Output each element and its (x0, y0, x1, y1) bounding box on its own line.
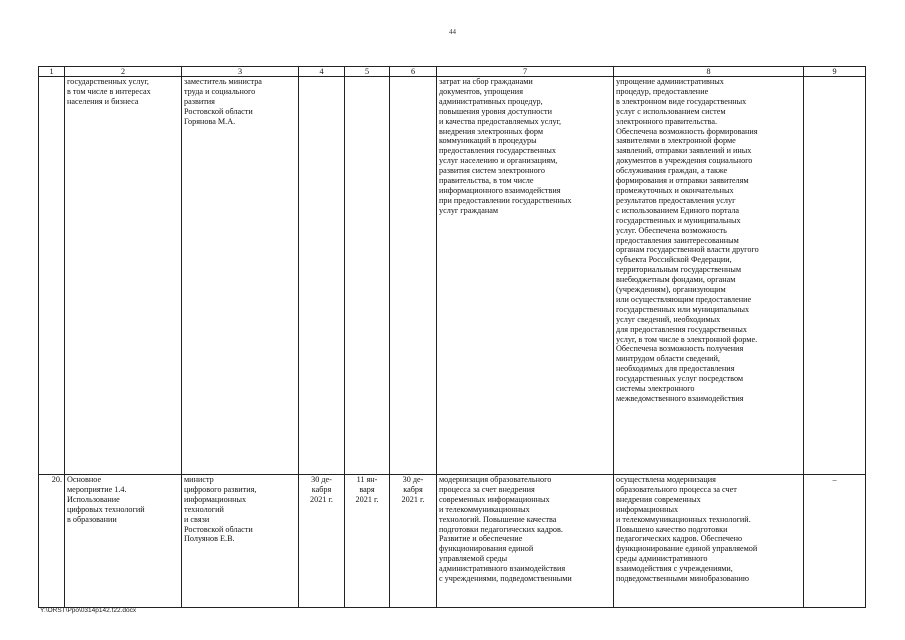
measures-table (38, 66, 866, 608)
header-cell: 5 (345, 67, 390, 77)
expected-result: модернизация образовательного процесса за счет внедрения современных информационных и телекоммуникационных технологий. Повышение качества подготовки педагогических кадров. Развитие и обеспечение функционирования единой управляемой среды административного взаимодействия с учреждениями, подведомственными (437, 475, 614, 608)
table-row (39, 77, 866, 475)
header-cell: 8 (614, 67, 804, 77)
table-row (39, 475, 866, 608)
header-cell: 6 (390, 67, 437, 77)
note-cell (804, 77, 866, 475)
header-cell: 2 (65, 67, 182, 77)
date-cell (299, 77, 345, 475)
actual-result: упрощение административных процедур, предоставление в электронном виде государственных услуг с использованием систем электронного правительства. Обеспечена возможность формирования заявителями в электронной форме заявлений, отправки заявлений и иных документов в учреждения социального обслуживания граждан, а также формирования и отправки заявителям промежуточных и окончательных результатов предоставления услуг с использованием Единого портала государственных и муниципальных услуг. Обеспечена возможность предоставления заинтересованным органам государственной власти другого субъекта Российской Федерации, территориальным государственным внебюджетным фондами, органам (учреждениям), организующим или осуществляющим предоставление государственных или муниципальных услуг сведений, необходимых для предоставления государственных услуг, в том числе в электронной форме. Обеспечена возможность получения минтрудом области сведений, необходимых для предоставления государственных услуг посредством системы электронного межведомственного взаимодействия (614, 77, 804, 475)
column-number-row (39, 67, 866, 77)
header-cell: 1 (39, 67, 65, 77)
date-cell: 11 ян- варя 2021 г. (345, 475, 390, 608)
date-cell (390, 77, 437, 475)
responsible-person: заместитель министра труда и социального развития Ростовской области Горянова М.А. (182, 77, 299, 475)
note-cell: – (804, 475, 866, 608)
date-cell: 30 де- кабря 2021 г. (390, 475, 437, 608)
actual-result: осуществлена модернизация образовательного процесса за счет внедрения современных информационных и телекоммуникационных технологий. Повышено качество подготовки педагогических кадров. Обеспечено функционирование единой управляемой среды административного взаимодействия с учреждениями, подведомственными минобразованию (614, 475, 804, 608)
row-number: 20. (39, 475, 65, 608)
row-number (39, 77, 65, 475)
header-cell: 3 (182, 67, 299, 77)
expected-result: затрат на сбор гражданами документов, упрощения административных процедур, повышения уровня доступности и качества предоставляемых услуг, внедрения электронных форм коммуникаций в процедуры предоставления государственных услуг населению и организациям, развития систем электронного правительства, в том числе информационного взаимодействия при предоставлении государственных услуг гражданам (437, 77, 614, 475)
responsible-person: министр цифрового развития, информационных технологий и связи Ростовской области Полуянов Е.В. (182, 475, 299, 608)
date-cell (345, 77, 390, 475)
page-number: 44 (449, 28, 456, 36)
file-path-footer: Y:\ORST\Ppo\0314p142.f22.docx (40, 607, 137, 614)
measure-name: Основное мероприятие 1.4. Использование цифровых технологий в образовании (65, 475, 182, 608)
header-cell: 7 (437, 67, 614, 77)
header-cell: 4 (299, 67, 345, 77)
date-cell: 30 де- кабря 2021 г. (299, 475, 345, 608)
measure-name: государственных услуг, в том числе в интересах населения и бизнеса (65, 77, 182, 475)
header-cell: 9 (804, 67, 866, 77)
